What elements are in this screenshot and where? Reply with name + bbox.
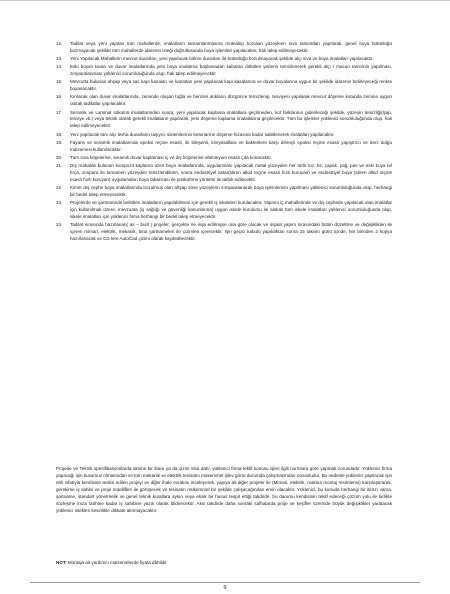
list-item-number: 12. [56, 41, 63, 46]
list-item-text: Seramik ve Laminat sökümü imalatlarından sonra, yeni yapılacak kaplama imalatlara geçilmeden, kot farklarının giderileceği şekilde, yüzeyin temizliği(Şap, tesviye vb.) veya teknik olarak gerekli imalatların yapılarak, yeni döşeme kaplama imalatlarına geçilecektir. Tüm bu işlemler yüklenici sorumluluğunda olup, hak talep edilmeyecektir [70, 109, 392, 129]
list-item-text: Kimer dış cephe boya imalatlarında bozulmuş olan ahşap söve yüzeylerin zımparalanarak boya işlemlerinin yapılması yüklenici sorumluluğunda olup, herhangi bir bedel talep etmeyecektir. [70, 184, 392, 197]
list-item-number: 19. [56, 139, 63, 145]
list-item-text: Projelerde ve şartnamede belirtilen imalatların yapılabilmesi için gerekli iş iskeleleri kurulacaktır. Yapının iç mahallerinde ve dış cephede yapılacak olan imalatlar için kullanılmak üzere, mevzuata (iş sağlığı ve güvenliği kanunlarına) uygun iskele kurulumu ile alakalı tüm iskele imalatları yüklenici sorumluluğunda olup, iskele imalatları için yüklenici firma herhangi bir bedel talep etmeyecektir. [70, 200, 392, 219]
list-item-number: 14. [56, 64, 63, 70]
list-item [56, 56, 392, 63]
list-item-text: Yeni Yapılacak Mahallerin mevcut duvarları, yeni yapılacak bölme duvarları ile bütünlüğü bozulmayacak şekilde alçı sıva ve boya imalatları yapılacaktır. [70, 56, 374, 62]
list-item-number: 22. [56, 184, 63, 190]
list-item [56, 185, 392, 199]
list-item [56, 132, 392, 139]
list-item [56, 41, 392, 55]
list-item-text: Tüm sıva köşelerine, seramik duvar kaplaması iç ve dış köşelerine alüminyum esaslı çıta konacaktır. [70, 154, 272, 160]
list-item [56, 94, 392, 108]
list-item-number: 16. [56, 94, 63, 100]
footer-divider [30, 582, 420, 583]
list-item-number: 23. [56, 200, 63, 206]
list-item [56, 200, 392, 221]
list-item [56, 163, 392, 184]
list-item [56, 79, 392, 93]
list-item-text: Yeni yapılacak tüm alçı levha duvarların taşıyıcı sistemlerinin betonarme döşeme hizasına kadar sabitlenerek imalatları yapılacaktır. [70, 131, 335, 137]
page-number: 9 [223, 585, 227, 591]
list-item-text: Dış mahalde bulunan kompozit kaplama üzeri boya imalatlarında, uygulanması yapılacak metal yüzeyden her türlü toz, kir, çapak, yağ, pas ve eski boya tel fırça, zımpara ile tamamen yüzeyden temizlendikten, sonra endüstriyel astar(stiren alkid reçine esaslı hızlı kuruyan) ve endüstriyel boya (stiren alkid reçine esaslı hızlı kuruyan) uygulamaları boya tabancası ile püskürtme yöntemi ile tatbik edilecektir. [70, 162, 392, 182]
list-item [56, 110, 392, 131]
list-item-text: Tadilat sırasında hazırlanan( as – built ) projeler, gerçekte ne inşa edilmişse ona göre olacak ve inşaat yapım sırasındaki bütün düzeltme ve değişiklikleri ile içeren mimari, elektrik, mekanik, bina şartnameleri ile çizimleri içerecektir. İşin geçici kabulü yapıldıktan sonra 15 takvim günü içinde, her birinden 2 kopya hazırlanacak ve CD lere AutoCad çizimi olarak kaydedilecektir. [70, 222, 392, 242]
list-item-number: 20. [56, 154, 63, 160]
top-divider [0, 0, 450, 1]
note-label: NOT: [56, 560, 67, 565]
note-text: Montaja ait yardımcı malzemelerde fiyata dâhildir. [66, 560, 168, 565]
list-item [56, 155, 392, 162]
list-item [56, 64, 392, 78]
list-item-number: 13. [56, 56, 63, 62]
body-paragraph: Projede ve Teknik spesifikasyonlarda aksine bir ibare ya da çizim olsa dahi, yüklenici firma teklif konusu işleri ilgili normlara göre yapmak zorundadır. Yüklenici firma yapacağı işin kusursuz olmasından ve tüm mekanik ve elektrik tesisatın mükemmel işlev görür durumda çalışmasından sorumludur. Bu nedenle yüklenici yapılacak işin ehli sıfatıyla kendisine teslim edilen projeyi ve diğer ihale evrakını inceleyerek, yapıya ait diğer projeler ile (Mimari, elektrik, makina montaj resimlerini) karşılaştırarak, gerekirse iş sahibi ve proje müellifleri ile görüşecek ve tesisatın mükemmel bir şekilde çalışacağından emin olacaktır. Yüklenici, bu konuda herhangi bir itirazı varsa, şartname, standart yönetmelik ve genel teknik kurallara aykırı veya eksik bir husus tespit ettiği takdirde, bu durumu kendisinin teklif edeceği çözüm yolu ile birlikte sözleşme imza tarihine kadar iş sahibine yazılı olarak bildirecektir. Aksi takdirde daha sonraki safhalarda proje ve keşifler üzerinde büyük değişiklikler yaratacak yüklenici istekleri kesinlikle dikkate alınmayacaktır. [56, 466, 392, 513]
list-item [56, 140, 392, 154]
list-item [56, 222, 392, 243]
list-item-number: 24. [56, 222, 63, 228]
note-line [56, 560, 392, 567]
list-item-text: Tadilat veya yeni yapılan tüm mahallerde, imalatların tamamlanmasına müteakip bozulan yüzeylerin sıva tamiratları yapılarak, genel boya bütünlüğü bozmayacak şekilde tüm mahallerde idarenin isteği doğrultusunda boya işlemleri yapılacaktır, hak talep edilmeyecektir. [70, 41, 392, 53]
list-item-number: 17. [56, 109, 63, 115]
specification-list [56, 41, 392, 244]
list-item-text: Fayans ve seramik imalatlarında epoksi reçine esaslı, iki bileşenli, kimyasallara ve bakterilere karşı dirençli epoksi reçine esaslı yapıştırıcı ve derz dolgu malzemesi kullanılacaktır. [70, 139, 392, 152]
list-item-number: 18. [56, 131, 63, 137]
list-item-text: Mevcutta bulunan ahşap veya sac kapı kasaları ve kanatları yeni yapılacak kapı kasalarına ve duvar boyalarına uygun bir şekilde idarenin belirleyeceği renkte boyanacaktır. [70, 79, 392, 92]
list-item-number: 21. [56, 162, 63, 168]
list-item-text: Eski boyalı tavan ve duvar imalatlarında yeni boya imalatına başlamadan kabaran dökülen yerlerin temizlenerek gerekli alçı / macun tamirinin yapılması, zımparalanması yüklenici sorumluluğunda olup, hak talep edilmeyecektir [70, 64, 392, 77]
list-item-text: Kırılacak olan duvar imalatlarında, zeminde oluşan tuğla ve benzeri atıkların düzgünce temizlenip, tesviyesi yapılarak mevcut döşeme kotunda zemine uygun olarak tadilatlar yapılacaktır. [70, 94, 392, 107]
list-item-number: 15. [56, 79, 63, 85]
